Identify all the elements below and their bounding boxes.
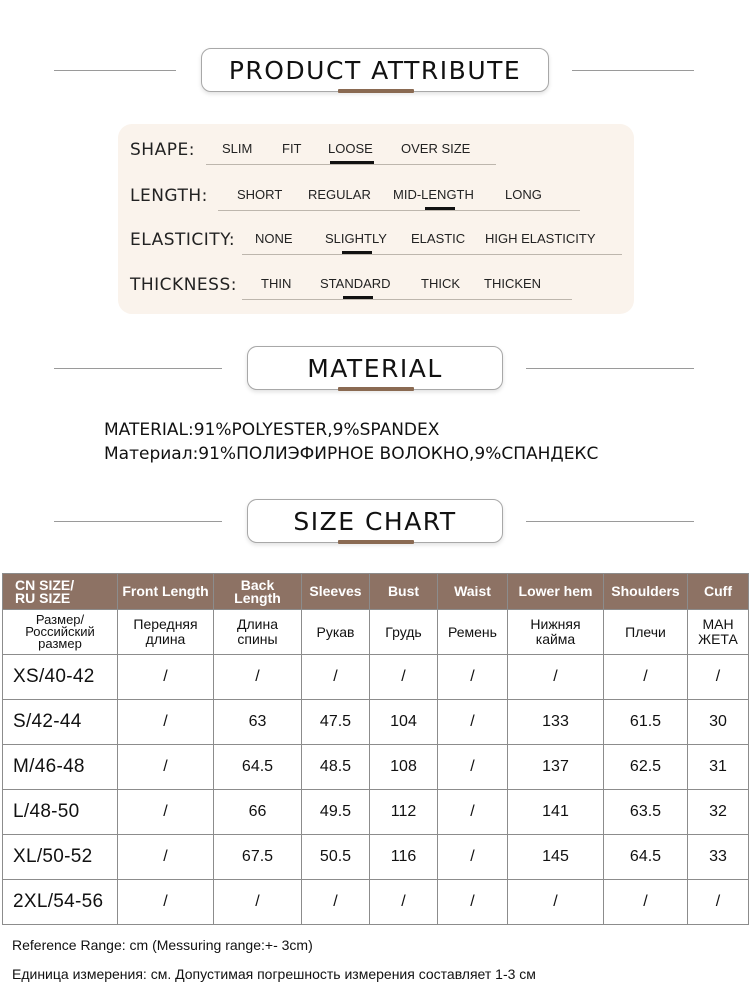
table-cell: / [438, 745, 508, 790]
table-cell: 30 [688, 700, 749, 745]
table-row [3, 790, 749, 835]
attr-underline [242, 254, 622, 255]
size-label-cell: S/42-44 [3, 700, 118, 745]
column-header-ru: Передняя длина [118, 610, 214, 655]
header-row-en [3, 574, 749, 610]
column-header-ru: Грудь [370, 610, 438, 655]
attr-option-selected: MID-LENGTH [393, 187, 474, 202]
attr-underline [242, 299, 572, 300]
table-row [3, 700, 749, 745]
accent-bar [338, 89, 414, 93]
table-cell: 64.5 [604, 835, 688, 880]
attr-option: OVER SIZE [401, 141, 471, 156]
table-cell: 112 [370, 790, 438, 835]
size-chart-table [2, 573, 749, 925]
column-header: Lower hem [508, 574, 604, 610]
attr-label: THICKNESS: [130, 275, 237, 295]
table-cell: 108 [370, 745, 438, 790]
table-cell: / [118, 655, 214, 700]
table-cell: / [508, 880, 604, 925]
attr-label: SHAPE: [130, 140, 195, 160]
attr-option: NONE [255, 231, 293, 246]
table-cell: 31 [688, 745, 749, 790]
column-header-ru: Размер/ Российский размер [3, 610, 118, 655]
attr-option: HIGH ELASTICITY [485, 231, 596, 246]
table-cell: 104 [370, 700, 438, 745]
table-cell: 145 [508, 835, 604, 880]
table-cell: / [438, 835, 508, 880]
table-cell: 47.5 [302, 700, 370, 745]
column-header: Shoulders [604, 574, 688, 610]
size-label-cell: L/48-50 [3, 790, 118, 835]
divider-left [54, 521, 222, 522]
table-cell: / [214, 880, 302, 925]
section-title: PRODUCT ATTRIBUTE [228, 55, 522, 85]
table-cell: 64.5 [214, 745, 302, 790]
attr-underline [206, 164, 496, 165]
column-header-ru: Ремень [438, 610, 508, 655]
attr-underline [218, 210, 580, 211]
material-line-ru: Материал:91%ПОЛИЭФИРНОЕ ВОЛОКНО,9%СПАНДЕКС [104, 444, 599, 464]
attr-row-length [118, 182, 634, 212]
selected-mark [342, 251, 372, 254]
table-cell: 66 [214, 790, 302, 835]
divider-right [526, 521, 694, 522]
table-cell: / [118, 700, 214, 745]
attr-option-selected: STANDARD [320, 276, 391, 291]
column-header: Waist [438, 574, 508, 610]
table-cell: 48.5 [302, 745, 370, 790]
table-cell: / [118, 790, 214, 835]
table-row [3, 655, 749, 700]
table-cell: 61.5 [604, 700, 688, 745]
divider-right [572, 70, 694, 71]
table-cell: / [438, 700, 508, 745]
section-title-pill [247, 346, 503, 390]
column-header-ru: Длина спины [214, 610, 302, 655]
table-cell: 67.5 [214, 835, 302, 880]
selected-mark [330, 161, 374, 164]
accent-bar [338, 387, 414, 391]
table-cell: 141 [508, 790, 604, 835]
material-line-en: MATERIAL:91%POLYESTER,9%SPANDEX [104, 420, 440, 440]
attr-option: THICKEN [484, 276, 542, 291]
attr-option: THIN [261, 276, 292, 291]
table-cell: / [604, 655, 688, 700]
table-cell: 32 [688, 790, 749, 835]
divider-right [526, 368, 694, 369]
selected-mark [425, 207, 455, 210]
table-row [3, 880, 749, 925]
attr-option: SHORT [237, 187, 283, 202]
table-cell: / [118, 745, 214, 790]
attr-option: REGULAR [308, 187, 371, 202]
table-cell: 63 [214, 700, 302, 745]
column-header: Front Length [118, 574, 214, 610]
column-header: Cuff [688, 574, 749, 610]
product-attribute-header [0, 48, 750, 92]
size-label-cell: M/46-48 [3, 745, 118, 790]
attr-row-elasticity [118, 226, 634, 256]
table-cell: / [438, 880, 508, 925]
table-cell: 49.5 [302, 790, 370, 835]
footnote-en: Reference Range: cm (Messuring range:+- 3cm) [12, 937, 313, 953]
size-label-cell: XL/50-52 [3, 835, 118, 880]
table-cell: / [688, 655, 749, 700]
column-header: Sleeves [302, 574, 370, 610]
divider-left [54, 368, 222, 369]
attribute-panel [118, 124, 634, 314]
divider-left [54, 70, 176, 71]
attr-label: LENGTH: [130, 186, 208, 206]
table-row [3, 835, 749, 880]
column-header-ru: Плечи [604, 610, 688, 655]
table-cell: / [688, 880, 749, 925]
table-cell: / [214, 655, 302, 700]
table-cell: 50.5 [302, 835, 370, 880]
attr-option-selected: LOOSE [328, 141, 373, 156]
attr-row-thickness [118, 271, 634, 301]
table-cell: / [370, 880, 438, 925]
table-cell: / [438, 655, 508, 700]
accent-bar [338, 540, 414, 544]
column-header-ru: МАН ЖЕТА [688, 610, 749, 655]
table-cell: 62.5 [604, 745, 688, 790]
size-label-cell: XS/40-42 [3, 655, 118, 700]
attr-option: LONG [505, 187, 542, 202]
column-header: Bust [370, 574, 438, 610]
header-row-ru [3, 610, 749, 655]
material-header [0, 346, 750, 390]
table-cell: 137 [508, 745, 604, 790]
column-header: Back Length [214, 574, 302, 610]
attr-row-shape [118, 136, 634, 166]
table-cell: 133 [508, 700, 604, 745]
table-cell: 63.5 [604, 790, 688, 835]
table-cell: / [508, 655, 604, 700]
table-cell: / [604, 880, 688, 925]
table-cell: 33 [688, 835, 749, 880]
table-cell: 116 [370, 835, 438, 880]
attr-option: ELASTIC [411, 231, 466, 246]
attr-option: FIT [282, 141, 302, 156]
section-title: MATERIAL [307, 353, 443, 383]
table-cell: / [118, 835, 214, 880]
table-cell: / [438, 790, 508, 835]
table-cell: / [302, 880, 370, 925]
attr-label: ELASTICITY: [130, 230, 236, 250]
table-cell: / [302, 655, 370, 700]
column-header-ru: Нижняя кайма [508, 610, 604, 655]
attr-option-selected: SLIGHTLY [325, 231, 387, 246]
column-header-ru: Рукав [302, 610, 370, 655]
size-chart-header [0, 499, 750, 543]
section-title-pill [247, 499, 503, 543]
section-title: SIZE CHART [293, 506, 457, 536]
section-title-pill [201, 48, 549, 92]
selected-mark [343, 296, 373, 299]
column-header: CN SIZE/ RU SIZE [3, 574, 118, 610]
table-cell: / [118, 880, 214, 925]
attr-option: SLIM [222, 141, 253, 156]
table-row [3, 745, 749, 790]
footnote-ru: Единица измерения: см. Допустимая погрешность измерения составляет 1-3 см [12, 966, 536, 982]
size-label-cell: 2XL/54-56 [3, 880, 118, 925]
attr-option: THICK [421, 276, 460, 291]
table-cell: / [370, 655, 438, 700]
